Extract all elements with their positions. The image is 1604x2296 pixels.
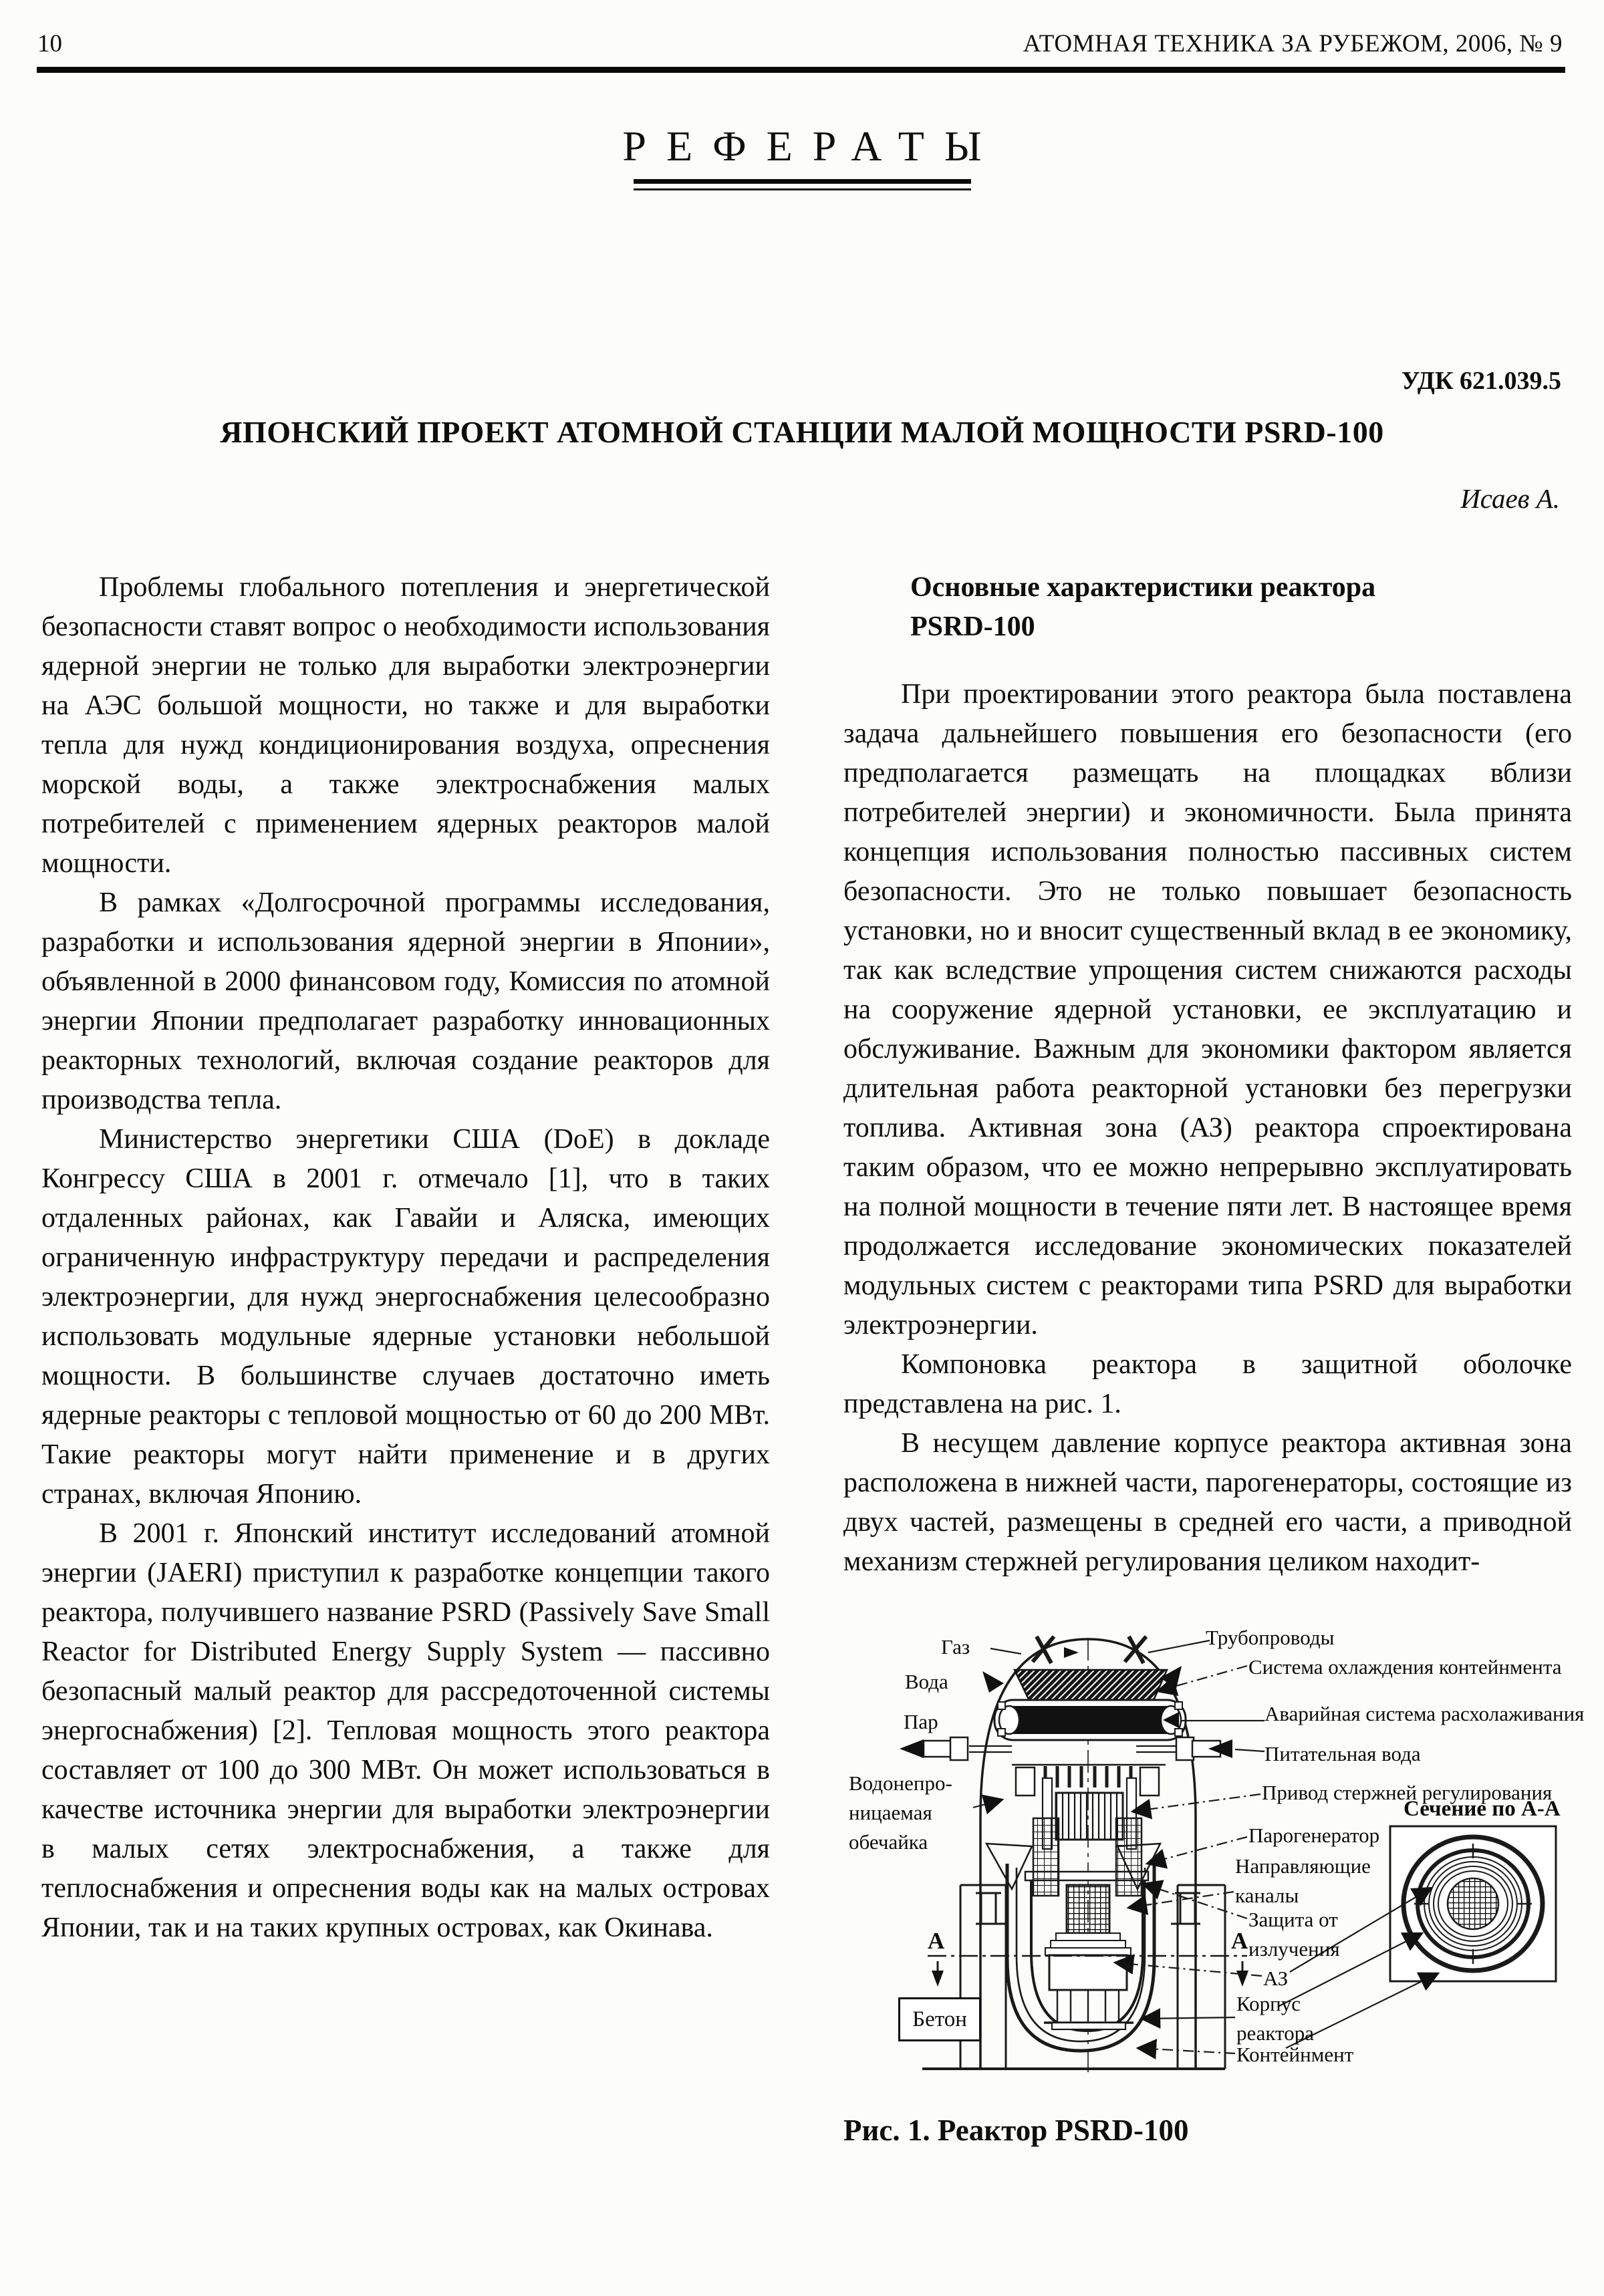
shield-wall-right [1178,1885,1225,2069]
udc-code: УДК 621.039.5 [1401,367,1561,395]
figure-label-core: АЗ [1263,1967,1289,1990]
figure-caption: Рис. 1. Реактор PSRD-100 [843,2114,1189,2147]
paragraph: Компоновка реактора в защитной оболочке представлена на рис. 1. [843,1349,1572,1419]
figure-label-radiation-shield-line1: Защита от [1248,1908,1338,1931]
figure-label-guide-channels-line2: каналы [1235,1884,1299,1907]
paragraph: В несущем давление корпусе реактора активная зона расположена в нижней части, парогенераторы, состоящие из двух частей, размещены в средней его части, а приводной механизм стержней регулирования целиком находит- [843,1428,1572,1577]
figure-label-reactor-vessel [1236,1989,1314,2048]
figure-label-steam-generator: Парогенератор [1248,1824,1380,1847]
figure-label-containment: Контейнмент [1236,2043,1354,2066]
figure-label-watertight-shell [849,1769,952,1857]
section-title: РЕФЕРАТЫ [622,122,1002,170]
emergency-cooldown-tank [994,1700,1186,1740]
steam-generator-left [1033,1818,1059,1896]
figure-label-watertight-shell-line2: ницаемая [849,1801,932,1824]
section-heading-line1: Основные характеристики реактора [910,572,1376,603]
control-rod-drive [1056,1793,1123,1840]
figure-label-feedwater: Питательная вода [1264,1742,1421,1765]
figure-label-containment-cooling: Система охлаждения контейнмента [1248,1655,1562,1679]
figure-label-radiation-shield-line2: излучения [1248,1937,1340,1961]
paragraph: Проблемы глобального потепления и энергетической безопасности ставят вопрос о необходимости использования ядерной энергии не только для выработки электроэнергии на АЭС большой мощности, но также и для выработки тепла для нужд кондиционирования воздуха, опреснения морской воды, а также электроснабжения малых потребителей с применением ядерных реакторов малой мощности. [41,572,770,879]
paragraph: В 2001 г. Японский институт исследований атомной энергии (JAERI) приступил к разработке концепции такого реактора, получившего название PSRD (Passively Save Small Reactor for Distributed Energy Supply System — пассивно безопасный малый реактор для рассредоточенной системы энергоснабжения) [2]. Тепловая мощность этого реактора составляет от 100 до 300 МВт. Он может использоваться в качестве источника энергии для выработки электроэнергии в малых сетях электроснабжения, а также для теплоснабжения и опреснения воды как на малых островах Японии, так и на таких крупных островах, как Окинава. [41,1518,770,1943]
containment-cooling-coils [1015,1670,1167,1703]
figure-psrd-100-reactor [843,1598,1585,2098]
section-underline-1 [634,179,971,184]
figure-label-concrete-text: Бетон [912,2007,967,2031]
paragraph: В рамках «Долгосрочной программы исследования, разработки и использования ядерной энергии в Японии», объявленной в 2000 финансовом году, Комиссия по атомной энергии Японии предполагает разработку инновационных реакторных технологий, включая создание реакторов для производства тепла. [41,887,770,1115]
pipe-penetration-right [1125,1636,1146,1663]
article-title: ЯПОНСКИЙ ПРОЕКТ АТОМНОЙ СТАНЦИИ МАЛОЙ МОЩНОСТИ PSRD-100 [220,415,1384,449]
figure-marker-a-right: А [1231,1928,1248,1954]
figure-label-watertight-shell-line1: Водонепро- [849,1771,952,1795]
section-head [0,122,1604,190]
right-column [843,568,1585,2150]
pipe-penetration-left [1033,1636,1054,1663]
figure-marker-a-left: А [928,1928,945,1954]
section-underline-2 [634,188,971,190]
steam-generator-right [1116,1818,1142,1896]
figure-label-reactor-vessel-line1: Корпус [1236,1992,1301,2015]
page-number: 10 [37,30,62,57]
figure-label-gas: Газ [941,1635,970,1659]
journal-header: АТОМНАЯ ТЕХНИКА ЗА РУБЕЖОМ, 2006, № 9 [1023,30,1563,57]
section-heading [843,568,1572,647]
steam-nozzle-left [900,1737,1012,1760]
figure-label-guide-channels-line1: Направляющие [1235,1854,1371,1878]
figure-label-reactor-vessel-line2: реактора [1236,2021,1314,2045]
paragraph: При проектировании этого реактора была поставлена задача дальнейшего повышения его безопасности (его предполагается размещать на площадках вблизи потребителей энергии) и экономичности. Была принята концепция использования полностью пассивных систем безопасности. Это не только повышает безопасность установки, но и вносит существенный вклад в ее экономику, так как вследствие упрощения систем снижаются расходы на сооружение ядерной установки, ее эксплуатацию и обслуживание. Важным для экономики фактором является длительная работа реакторной установки без перегрузки топлива. Активная зона (АЗ) реактора спроектирована таким образом, что ее можно непрерывно эксплуатировать на полной мощности в течение пяти лет. В настоящее время продолжается исследование экономических показателей модульных систем с реакторами типа PSRD для выработки электроэнергии. [843,679,1572,1340]
figure-label-steam: Пар [904,1710,938,1733]
figure-label-emergency-cooldown: Аварийная система расхолаживания [1264,1702,1585,1725]
reactor-core [1067,1885,1109,1933]
left-column [41,568,770,1948]
figure-label-guide-channels [1235,1852,1371,1910]
figure-label-water: Вода [905,1670,948,1693]
paragraph: Министерство энергетики США (DoE) в докладе Конгрессу США в 2001 г. отмечало [1], что в таких отдаленных районах, как Гавайи и Аляска, имеющих ограниченную инфраструктуру передачи и распределения электроэнергии, для нужд энергоснабжения целесообразно использовать модульные ядерные установки небольшой мощности. В большинстве случаев достаточно иметь ядерные реакторы с тепловой мощностью от 60 до 200 МВт. Такие реакторы могут найти применение и в других странах, включая Японию. [41,1124,770,1510]
figure-label-pipelines: Трубопроводы [1206,1626,1335,1649]
article-author: Исаев А. [1460,483,1560,514]
figure-section-view-title: Сечение по А-А [1404,1797,1561,1821]
figure-label-radiation-shield [1248,1905,1340,1964]
header-rule [37,67,1565,73]
figure-label-concrete [898,1997,981,2041]
figure-label-control-rod-drive: Привод стержней регулирования [1262,1781,1553,1804]
figure-label-watertight-shell-line3: обечайка [849,1830,928,1854]
section-aa-inset [1390,1826,1556,1981]
water-arrow [982,1671,1004,1693]
section-heading-line2: PSRD-100 [910,611,1035,642]
